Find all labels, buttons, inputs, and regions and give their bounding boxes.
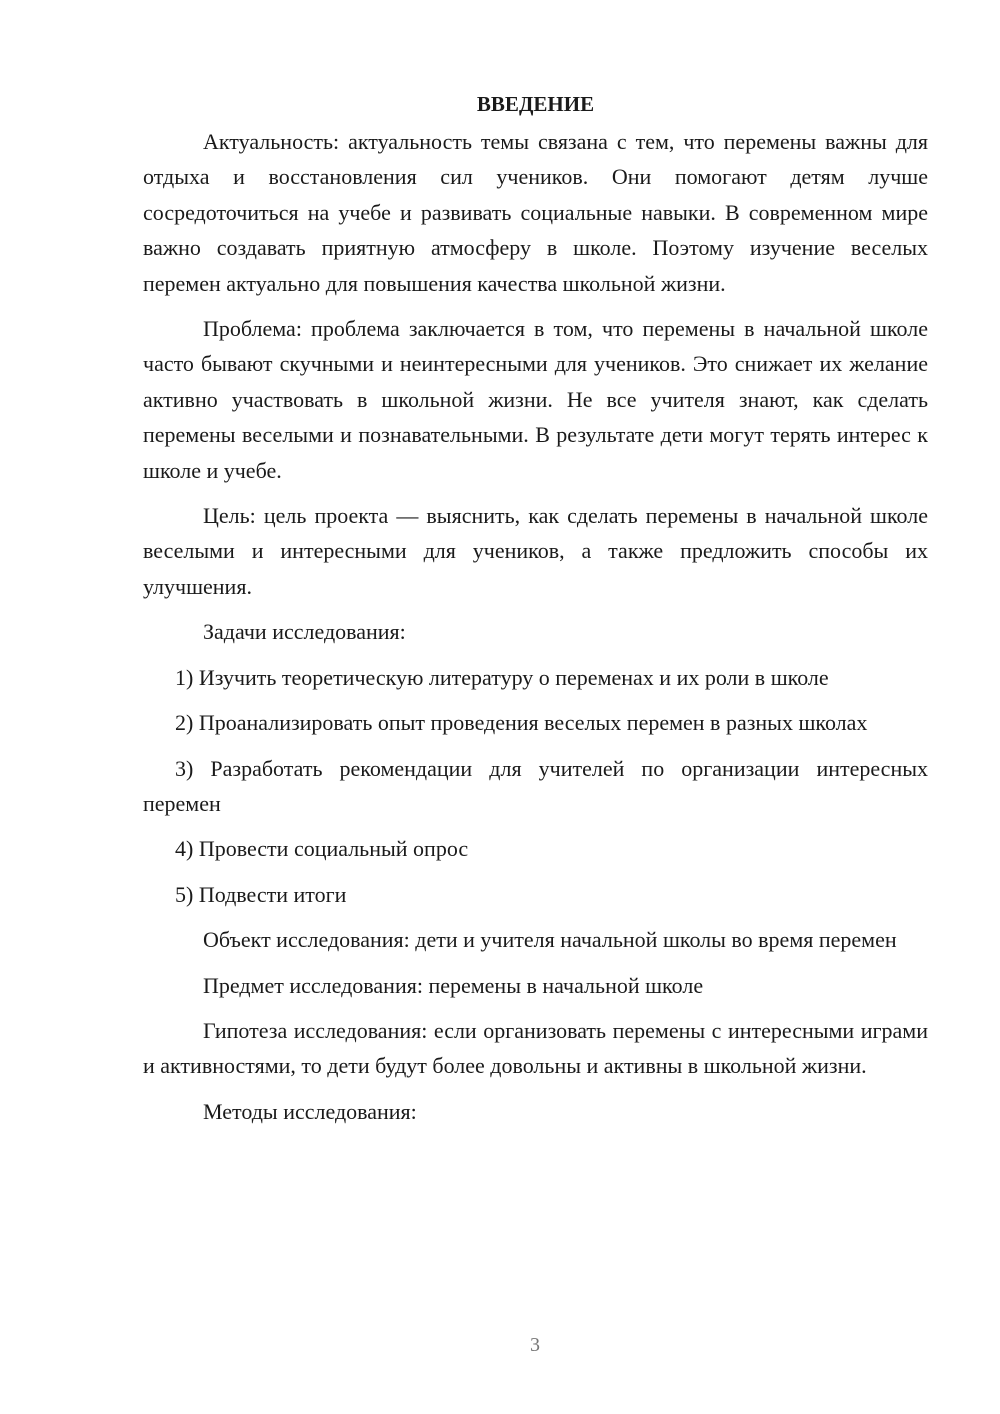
problem-paragraph: Проблема: проблема заключается в том, что перемены в начальной школе часто бывают скучными и неинтересными для учеников. Это снижает их желание активно участвовать в школьной жизни. Не все учителя знают, как сделать перемены веселыми и познавательными. В результате дети могут терять интерес к школе и учебе.: [143, 316, 928, 483]
section-title: ВВЕДЕНИЕ: [476, 92, 595, 116]
subject-paragraph: Предмет исследования: перемены в начальной школе: [203, 972, 704, 998]
relevance-paragraph: Актуальность: актуальность темы связана с тем, что перемены важны для отдыха и восстановления сил учеников. Они помогают детям лучше сосредоточиться на учебе и развивать социальные навыки. В современном мире важно создавать приятную атмосферу в школе. Поэтому изучение веселых перемен актуально для повышения качества школьной жизни.: [143, 129, 928, 296]
object-paragraph: Объект исследования: дети и учителя начальной школы во время перемен: [203, 927, 897, 953]
page-number: 3: [530, 1334, 540, 1356]
task-item-1: 1) Изучить теоретическую литературу о переменах и их роли в школе: [175, 664, 829, 690]
task-item-5: 5) Подвести итоги: [175, 881, 347, 907]
tasks-heading: Задачи исследования:: [203, 619, 406, 645]
methods-heading: Методы исследования:: [203, 1098, 417, 1124]
task-item-4: 4) Провести социальный опрос: [175, 836, 469, 862]
hypothesis-paragraph: Гипотеза исследования: если организовать перемены с интересными играми и активностями, то дети будут более довольны и активны в школьной жизни.: [143, 1017, 928, 1079]
task-item-2: 2) Проанализировать опыт проведения веселых перемен в разных школах: [175, 710, 868, 736]
document-page: [143, 90, 928, 1139]
goal-paragraph: Цель: цель проекта — выяснить, как сделать перемены в начальной школе веселыми и интересными для учеников, а также предложить способы их улучшения.: [143, 503, 928, 599]
task-item-3: 3) Разработать рекомендации для учителей по организации интересных перемен: [143, 755, 928, 816]
